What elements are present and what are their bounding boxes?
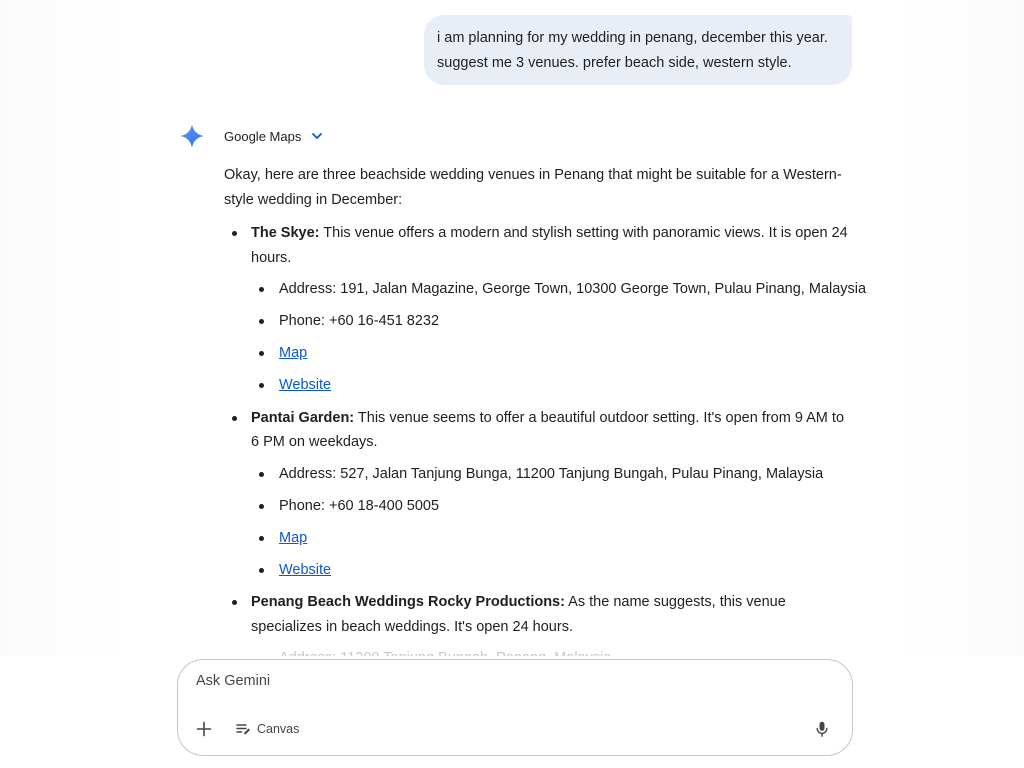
venue-summary xyxy=(251,406,851,455)
ask-gemini-input[interactable] xyxy=(196,673,816,689)
venue-website-item xyxy=(251,558,864,583)
map-link[interactable]: Map xyxy=(279,529,308,546)
user-message-bubble xyxy=(424,15,852,85)
map-link[interactable]: Map xyxy=(279,345,308,361)
user-message-text: i am planning for my wedding in penang, december this year. suggest me 3 venues. prefer beach side, western style. xyxy=(437,30,828,71)
canvas-icon xyxy=(236,723,251,736)
left-margin xyxy=(0,0,128,768)
website-link[interactable]: Website xyxy=(279,561,332,578)
venue-map-item xyxy=(251,341,864,366)
model-response xyxy=(224,163,867,679)
canvas-button[interactable] xyxy=(236,719,299,739)
model-header xyxy=(178,121,324,151)
venue-map-item xyxy=(251,526,864,551)
venue-summary xyxy=(251,590,851,639)
venue-list xyxy=(224,221,867,671)
venue-item xyxy=(224,406,864,583)
right-margin xyxy=(896,0,1024,768)
plus-icon xyxy=(196,721,212,737)
venue-description: This venue seems to offer a beautiful outdoor setting. It's open from 9 AM to 6 PM on weekdays. xyxy=(251,409,845,450)
chevron-down-icon[interactable] xyxy=(310,129,324,143)
venue-details xyxy=(251,277,867,398)
venue-phone: Phone: +60 18-400 5005 xyxy=(251,494,864,519)
venue-name: Pantai Garden: xyxy=(251,409,355,426)
venue-name: The Skye: xyxy=(251,225,320,241)
gemini-spark-icon xyxy=(178,122,206,150)
venue-item xyxy=(224,221,867,398)
venue-address: Address: 191, Jalan Magazine, George Town, 10300 George Town, Pulau Pinang, Malaysia xyxy=(251,277,864,302)
prompt-box xyxy=(177,659,853,756)
microphone-icon xyxy=(816,721,828,737)
venue-phone: Phone: +60 16-451 8232 xyxy=(251,309,864,334)
venue-description: As the name suggests, this venue specializes in beach weddings. It's open 24 hours. xyxy=(251,594,786,635)
response-intro: Okay, here are three beachside wedding venues in Penang that might be suitable for a Western-style wedding in December: xyxy=(224,167,842,208)
add-button[interactable] xyxy=(193,718,215,740)
venue-details xyxy=(251,462,864,583)
tool-name-label[interactable]: Google Maps xyxy=(224,128,302,144)
venue-website-item xyxy=(251,373,864,398)
canvas-label: Canvas xyxy=(257,722,300,736)
venue-summary xyxy=(251,221,851,270)
venue-description: This venue offers a modern and stylish setting with panoramic views. It is open 24 hours. xyxy=(251,225,848,266)
website-link[interactable]: Website xyxy=(279,377,332,393)
venue-address: Address: 527, Jalan Tanjung Bunga, 11200 Tanjung Bungah, Pulau Pinang, Malaysia xyxy=(251,462,864,487)
venue-name: Penang Beach Weddings Rocky Productions: xyxy=(251,594,565,610)
microphone-button[interactable] xyxy=(811,718,833,740)
